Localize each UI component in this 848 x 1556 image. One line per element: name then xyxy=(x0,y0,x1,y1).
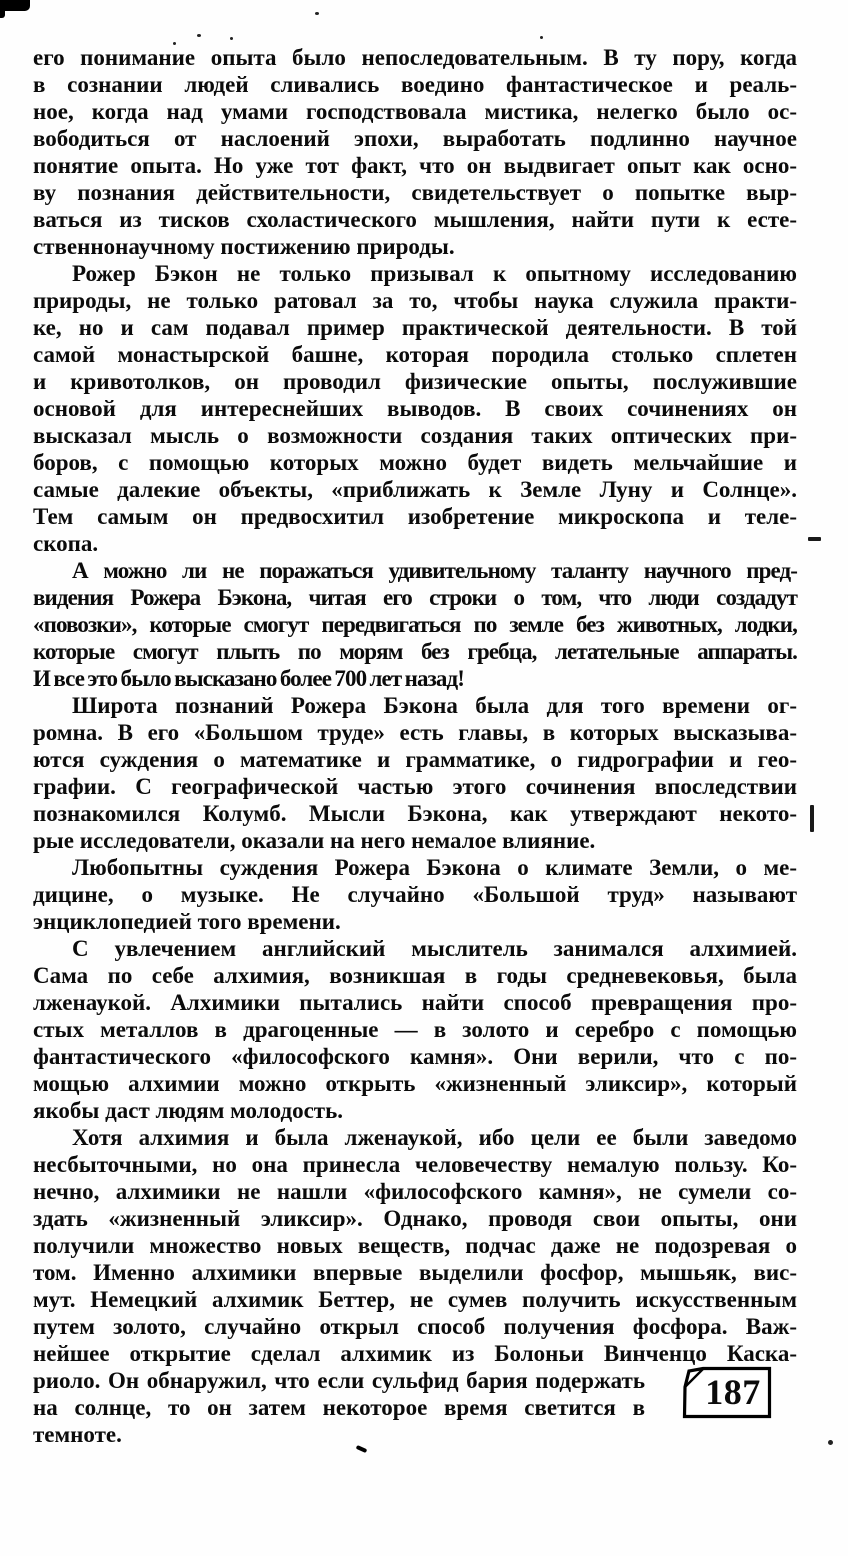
text-line: ное, когда над умами господствовала мистика, нелегко было ос- xyxy=(33,99,797,124)
text-line: в сознании людей сливались воедино фантастическое и реаль- xyxy=(33,72,797,97)
paragraph xyxy=(33,44,797,260)
text-line: ке, но и сам подавал пример практической деятельности. В той xyxy=(33,315,797,340)
text-line: которые смогут плыть по морям без гребца, летательные аппараты. xyxy=(33,639,797,664)
text-line: ственнонаучному постижению природы. xyxy=(33,234,455,259)
text-line: Рожер Бэкон не только призывал к опытному исследованию xyxy=(72,261,797,286)
text-line: понятие опыта. Но уже тот факт, что он выдвигает опыт как осно- xyxy=(33,153,797,178)
text-line: лженаукой. Алхимики пытались найти способ превращения про- xyxy=(33,990,797,1015)
scan-tick xyxy=(810,805,814,832)
paragraph xyxy=(33,854,797,935)
text-line: нейшее открытие сделал алхимик из Болоньи Винченцо Каска- xyxy=(33,1341,797,1366)
text-line: Хотя алхимия и была лженаукой, ибо цели ее были заведомо xyxy=(72,1125,797,1150)
scan-speck xyxy=(315,12,319,15)
paragraph xyxy=(33,557,797,692)
scan-speck xyxy=(540,36,543,39)
text-line: здать «жизненный эликсир». Однако, проводя свои опыты, они xyxy=(33,1206,797,1231)
text-line: на солнце, то он затем некоторое время светится в темноте. xyxy=(33,1395,645,1447)
text-line: якобы даст людям молодость. xyxy=(33,1098,344,1123)
scan-corner-blob xyxy=(0,0,5,18)
text-line: графии. С географической частью этого сочинения впоследствии xyxy=(33,774,797,799)
text-line: Широта познаний Рожера Бэкона была для того времени ог- xyxy=(72,693,797,718)
text-line: «повозки», которые смогут передвигаться по земле без животных, лодки, xyxy=(33,612,797,637)
scan-speck xyxy=(230,37,233,40)
text-line: ваться из тисков схоластического мышления, найти пути к есте- xyxy=(33,207,797,232)
text-line: риоло. Он обнаружил, что если сульфид бария подержать xyxy=(33,1368,645,1393)
text-line: самые далекие объекты, «приближать к Земле Луну и Солнце». xyxy=(33,477,797,502)
scan-accent-mark xyxy=(356,1445,368,1453)
text-line: ромна. В его «Большом труде» есть главы, в которых высказыва- xyxy=(33,720,797,745)
paragraph xyxy=(33,935,797,1124)
text-line: Сама по себе алхимия, возникшая в годы средневековья, была xyxy=(33,963,797,988)
paragraph xyxy=(33,692,797,854)
text-line: С увлечением английский мыслитель занимался алхимией. xyxy=(72,936,797,961)
text-line: энциклопедией того времени. xyxy=(33,909,341,934)
text-line: Тем самым он предвосхитил изобретение микроскопа и теле- xyxy=(33,504,797,529)
text-line: фантастического «философского камня». Они верили, что с по- xyxy=(33,1044,797,1069)
text-line: природы, не только ратовал за то, чтобы наука служила практи- xyxy=(33,288,797,313)
text-line: боров, с помощью которых можно будет видеть мельчайшие и xyxy=(33,450,797,475)
text-line: познакомился Колумб. Мысли Бэкона, как утверждают некото- xyxy=(33,801,797,826)
text-line: высказал мысль о возможности создания таких оптических при- xyxy=(33,423,797,448)
text-line: рые исследователи, оказали на него немалое влияние. xyxy=(33,828,596,853)
text-line: получили множество новых веществ, подчас даже не подозревая о xyxy=(33,1233,797,1258)
paragraph xyxy=(33,260,797,557)
scan-speck xyxy=(173,42,176,45)
text-line: основой для интереснейших выводов. В своих сочинениях он xyxy=(33,396,797,421)
text-line: путем золото, случайно открыл способ получения фосфора. Важ- xyxy=(33,1314,797,1339)
text-line: самой монастырской башне, которая породила столько сплетен xyxy=(33,342,797,367)
page-number-box xyxy=(681,1366,773,1420)
text-line: несбыточными, но она принесла человечеству немалую пользу. Ко- xyxy=(33,1152,797,1177)
text-line: нечно, алхимики не нашли «философского камня», не сумели со- xyxy=(33,1179,797,1204)
scan-speck xyxy=(828,1440,833,1445)
text-line: А можно ли не поражаться удивительному таланту научного пред- xyxy=(72,558,797,583)
text-line: ву познания действительности, свидетельствует о попытке выр- xyxy=(33,180,797,205)
text-block xyxy=(33,44,797,1447)
text-line: и кривотолков, он проводил физические опыты, послужившие xyxy=(33,369,797,394)
text-line: И все это было высказано более 700 лет назад! xyxy=(33,666,464,691)
text-line: Любопытны суждения Рожера Бэкона о климате Земли, о ме- xyxy=(72,855,797,880)
text-line: том. Именно алхимики впервые выделили фосфор, мышьяк, вис- xyxy=(33,1260,797,1285)
scan-speck xyxy=(197,34,201,37)
text-line: его понимание опыта было непоследовательным. В ту пору, когда xyxy=(33,45,797,70)
text-line: видения Рожера Бэкона, читая его строки о том, что люди создадут xyxy=(33,585,797,610)
text-line: ются суждения о математике и грамматике, о гидрографии и гео- xyxy=(33,747,797,772)
text-line: стых металлов в драгоценные — в золото и серебро с помощью xyxy=(33,1017,797,1042)
text-line: скопа. xyxy=(33,531,99,556)
text-line: мощью алхимии можно открыть «жизненный эликсир», который xyxy=(33,1071,797,1096)
text-line: мут. Немецкий алхимик Беттер, не сумев получить искусственным xyxy=(33,1287,797,1312)
text-line: дицине, о музыке. Не случайно «Большой труд» называют xyxy=(33,882,797,907)
scan-dash xyxy=(808,537,821,541)
text-line: вободиться от наслоений эпохи, выработать подлинно научное xyxy=(33,126,797,151)
page-number: 187 xyxy=(705,1372,761,1412)
